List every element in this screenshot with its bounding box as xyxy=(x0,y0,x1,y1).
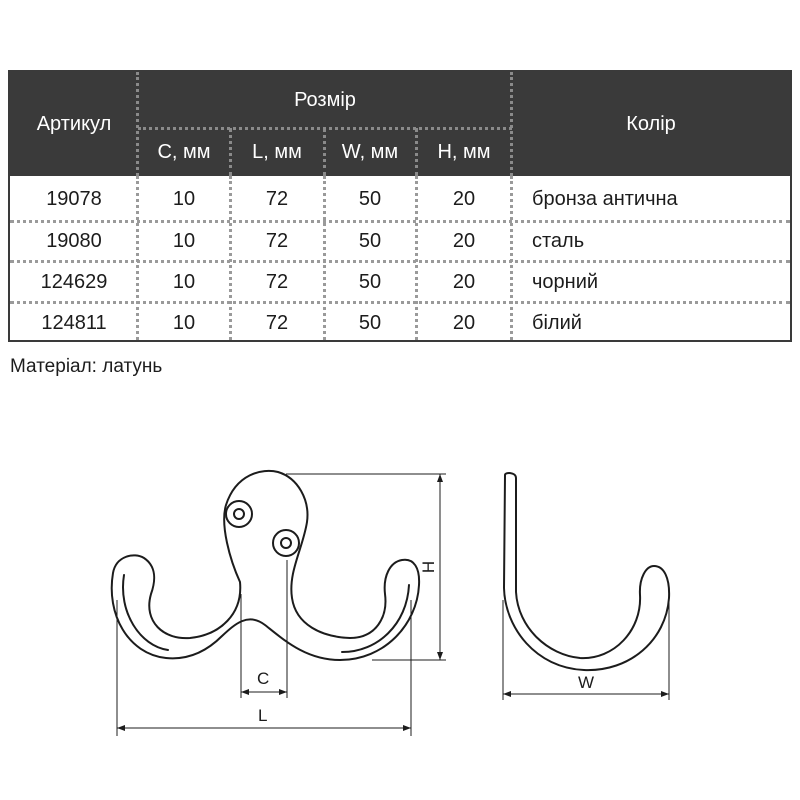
arrow-head xyxy=(279,689,287,695)
table-cell-c: 10 xyxy=(172,229,196,252)
header-size-group: Розмір xyxy=(294,88,356,111)
arrow-head xyxy=(437,474,443,482)
table-cell-color: сталь xyxy=(532,229,585,252)
arrow-head xyxy=(403,725,411,731)
screw-hole-outer xyxy=(226,501,252,527)
table-cell-article: 19078 xyxy=(46,187,102,210)
arrow-head xyxy=(117,725,125,731)
table-cell-c: 10 xyxy=(172,270,196,293)
table-cell-l: 72 xyxy=(265,311,289,334)
table-cell-w: 50 xyxy=(358,187,382,210)
header-size-c: С, мм xyxy=(157,140,211,163)
table-cell-h: 20 xyxy=(452,229,476,252)
hook-inner-line xyxy=(123,575,409,652)
table-cell-l: 72 xyxy=(265,187,289,210)
table-cell-h: 20 xyxy=(452,187,476,210)
table-cell-l: 72 xyxy=(265,270,289,293)
dim-w-label: W xyxy=(578,673,595,692)
header-color: Колір xyxy=(626,112,676,135)
header-size-h: H, мм xyxy=(437,140,491,163)
table-cell-color: білий xyxy=(532,311,582,334)
hook-side-outline xyxy=(504,473,669,670)
dim-l-label: L xyxy=(258,706,268,725)
table-cell-w: 50 xyxy=(358,311,382,334)
table-cell-c: 10 xyxy=(172,187,196,210)
table-cell-c: 10 xyxy=(172,311,196,334)
dim-c-label: C xyxy=(257,669,270,688)
table-cell-h: 20 xyxy=(452,270,476,293)
header-size-w: W, мм xyxy=(341,140,399,163)
table-cell-color: чорний xyxy=(532,270,599,293)
material-note: Матеріал: латунь xyxy=(10,356,163,377)
table-cell-color: бронза антична xyxy=(532,187,678,210)
table-cell-l: 72 xyxy=(265,229,289,252)
dim-h-label: H xyxy=(419,560,438,574)
table-cell-article: 124629 xyxy=(40,270,108,293)
arrow-head xyxy=(661,691,669,697)
screw-hole-outer xyxy=(273,530,299,556)
table-cell-article: 124811 xyxy=(41,311,107,334)
arrow-head xyxy=(503,691,511,697)
arrow-head xyxy=(437,652,443,660)
table-cell-article: 19080 xyxy=(46,229,102,252)
screw-hole-inner xyxy=(234,509,244,519)
table-cell-w: 50 xyxy=(358,270,382,293)
arrow-head xyxy=(241,689,249,695)
header-article: Артикул xyxy=(36,112,112,135)
table-cell-h: 20 xyxy=(452,311,476,334)
header-size-l: L, мм xyxy=(252,140,302,163)
table-cell-w: 50 xyxy=(358,229,382,252)
hook-front-outline xyxy=(112,471,419,660)
screw-hole-inner xyxy=(281,538,291,548)
